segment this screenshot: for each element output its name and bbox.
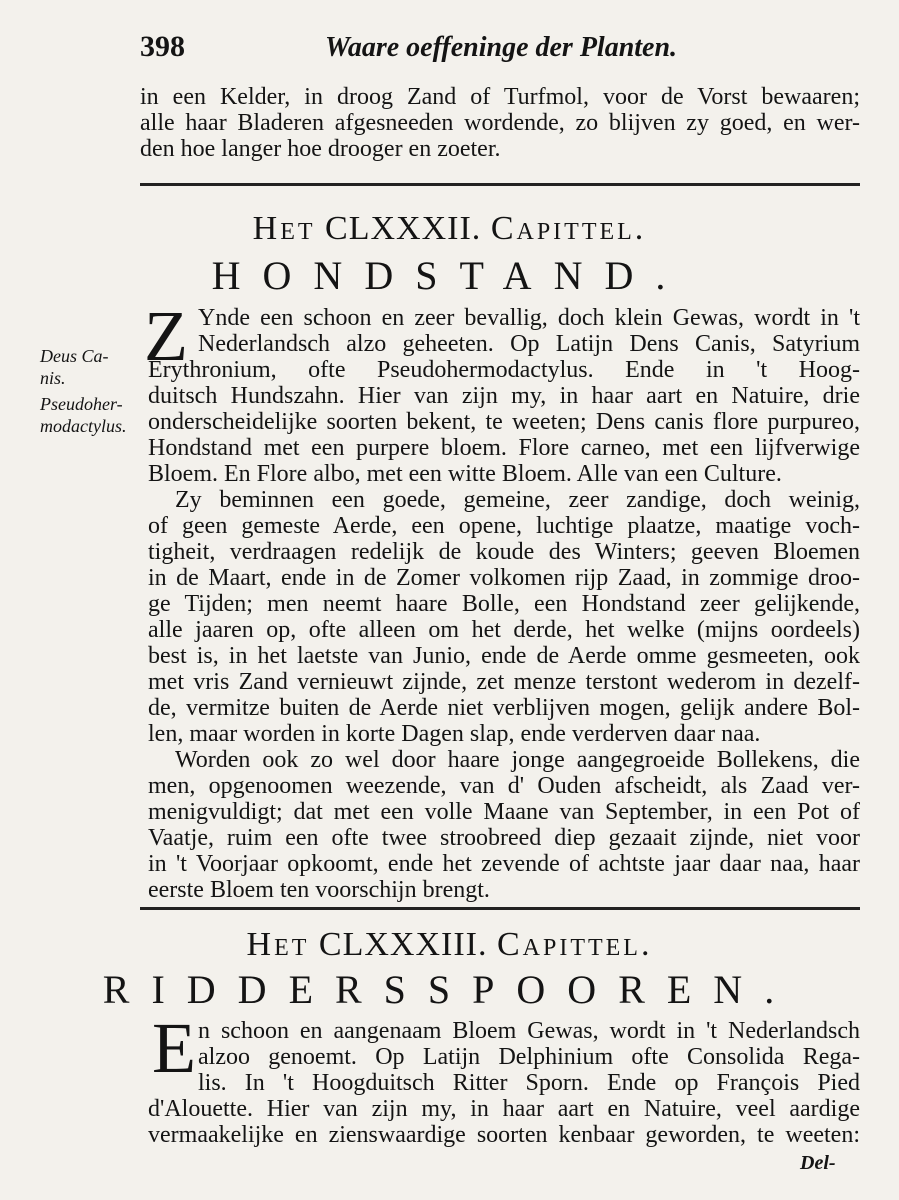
section-rule [140, 907, 860, 910]
text-line: duitsch Hundszahn. Hier van zijn my, in haar aart en Natuire, drie [148, 383, 860, 409]
text-line: met vris Zand vernieuwt zijnde, zet menze terstont wederom in dezelf- [148, 669, 860, 695]
chapter-heading-het: Het [252, 210, 316, 247]
text-line: Hondstand met een purpere bloem. Flore carneo, met een lijfverwige [148, 435, 860, 461]
text-line: alle jaaren op, ofte alleen om het derde, het welke (mijns oordeels) [148, 617, 860, 643]
chapter-heading-het: Het [246, 926, 310, 963]
text-line: in de Maart, ende in de Zomer volkomen rijp Zaad, in zommige droo- [148, 565, 860, 591]
text-line: ge Tijden; men neemt haare Bolle, een Hondstand zeer gelijkende, [148, 591, 860, 617]
text-line: len, maar worden in korte Dagen slap, ende verderven daar naa. [148, 721, 761, 747]
chapter-heading-word: Capittel. [496, 926, 653, 963]
text-line: menigvuldigt; dat met een volle Maane van September, in een Pot of [148, 799, 860, 825]
text-line: tigheit, verdraagen redelijk de koude des Winters; geeven Bloemen [148, 539, 860, 565]
text-line: alzoo genoemt. Op Latijn Delphinium ofte Consolida Rega- [198, 1044, 860, 1070]
chapter-number: CLXXXII. [325, 210, 482, 247]
text-line: Nederlandsch alzo geheeten. Op Latijn Dens Canis, Satyrium [198, 331, 860, 357]
text-line: of geen gemeste Aerde, een opene, luchtige plaatze, maatige voch- [148, 513, 860, 539]
text-line: Zy beminnen een goede, gemeine, zeer zandige, doch weinig, [175, 487, 860, 513]
text-line: Bloem. En Flore albo, met een witte Bloem. Alle van een Culture. [148, 461, 782, 487]
text-line: Ynde een schoon en zeer bevallig, doch klein Gewas, wordt in 't [198, 305, 860, 331]
text-line: lis. In 't Hoogduitsch Ritter Sporn. Ende op François Pied [198, 1070, 860, 1096]
catchword: Del- [800, 1152, 836, 1174]
text-line: Vaatje, ruim een ofte twee stroobreed diep gezaait zijnde, niet voor [148, 825, 860, 851]
page-number: 398 [140, 30, 185, 63]
margin-note: Pseudoher- [40, 394, 123, 414]
text-line: d'Alouette. Hier van zijn my, in haar aart en Natuire, veel aardige [148, 1096, 860, 1122]
text-line: best is, in het laetste van Junio, ende de Aerde omme gesmeeten, ook [148, 643, 860, 669]
chapter-title: HONDSTAND. [211, 253, 688, 298]
chapter-heading [0, 210, 899, 248]
text-line: vermaakelijke en zienswaardige soorten kenbaar geworden, te weeten: [148, 1122, 860, 1148]
margin-note: nis. [40, 368, 66, 388]
text-line: eerste Bloem ten voorschijn brengt. [148, 877, 490, 903]
running-title: Waare oeffeninge der Planten. [325, 32, 678, 63]
drop-cap: E [152, 1008, 196, 1088]
text-line: men, opgenoomen weezende, van d' Ouden afscheidt, als Zaad ver- [148, 773, 860, 799]
text-line: alle haar Bladeren afgesneeden wordende, zo blijven zy goed, en wer- [140, 110, 860, 136]
text-line: in 't Voorjaar opkoomt, ende het zevende of achtste jaar daar naa, haar [148, 851, 860, 877]
chapter-heading-word: Capittel. [490, 210, 647, 247]
text-line: n schoon en aangenaam Bloem Gewas, wordt in 't Nederlandsch [198, 1018, 860, 1044]
text-line: Worden ook zo wel door haare jonge aangegroeide Bollekens, die [175, 747, 860, 773]
chapter-number: CLXXXIII. [318, 926, 488, 963]
text-line: de, vermitze buiten de Aerde niet verblijven mogen, gelijk andere Bol- [148, 695, 860, 721]
chapter-title: RIDDERSSPOOREN. [102, 967, 797, 1012]
text-line: onderscheidelijke soorten bekent, te weeten; Dens canis flore purpureo, [148, 409, 860, 435]
margin-note: Deus Ca- [40, 346, 109, 366]
text-line: in een Kelder, in droog Zand of Turfmol, voor de Vorst bewaaren; [140, 84, 860, 110]
text-line: den hoe langer hoe drooger en zoeter. [140, 136, 501, 162]
margin-note: modactylus. [40, 416, 127, 436]
text-line: Erythronium, ofte Pseudohermodactylus. Ende in 't Hoog- [148, 357, 860, 383]
drop-cap: Z [144, 296, 188, 376]
chapter-heading [0, 926, 899, 964]
section-rule [140, 183, 860, 186]
